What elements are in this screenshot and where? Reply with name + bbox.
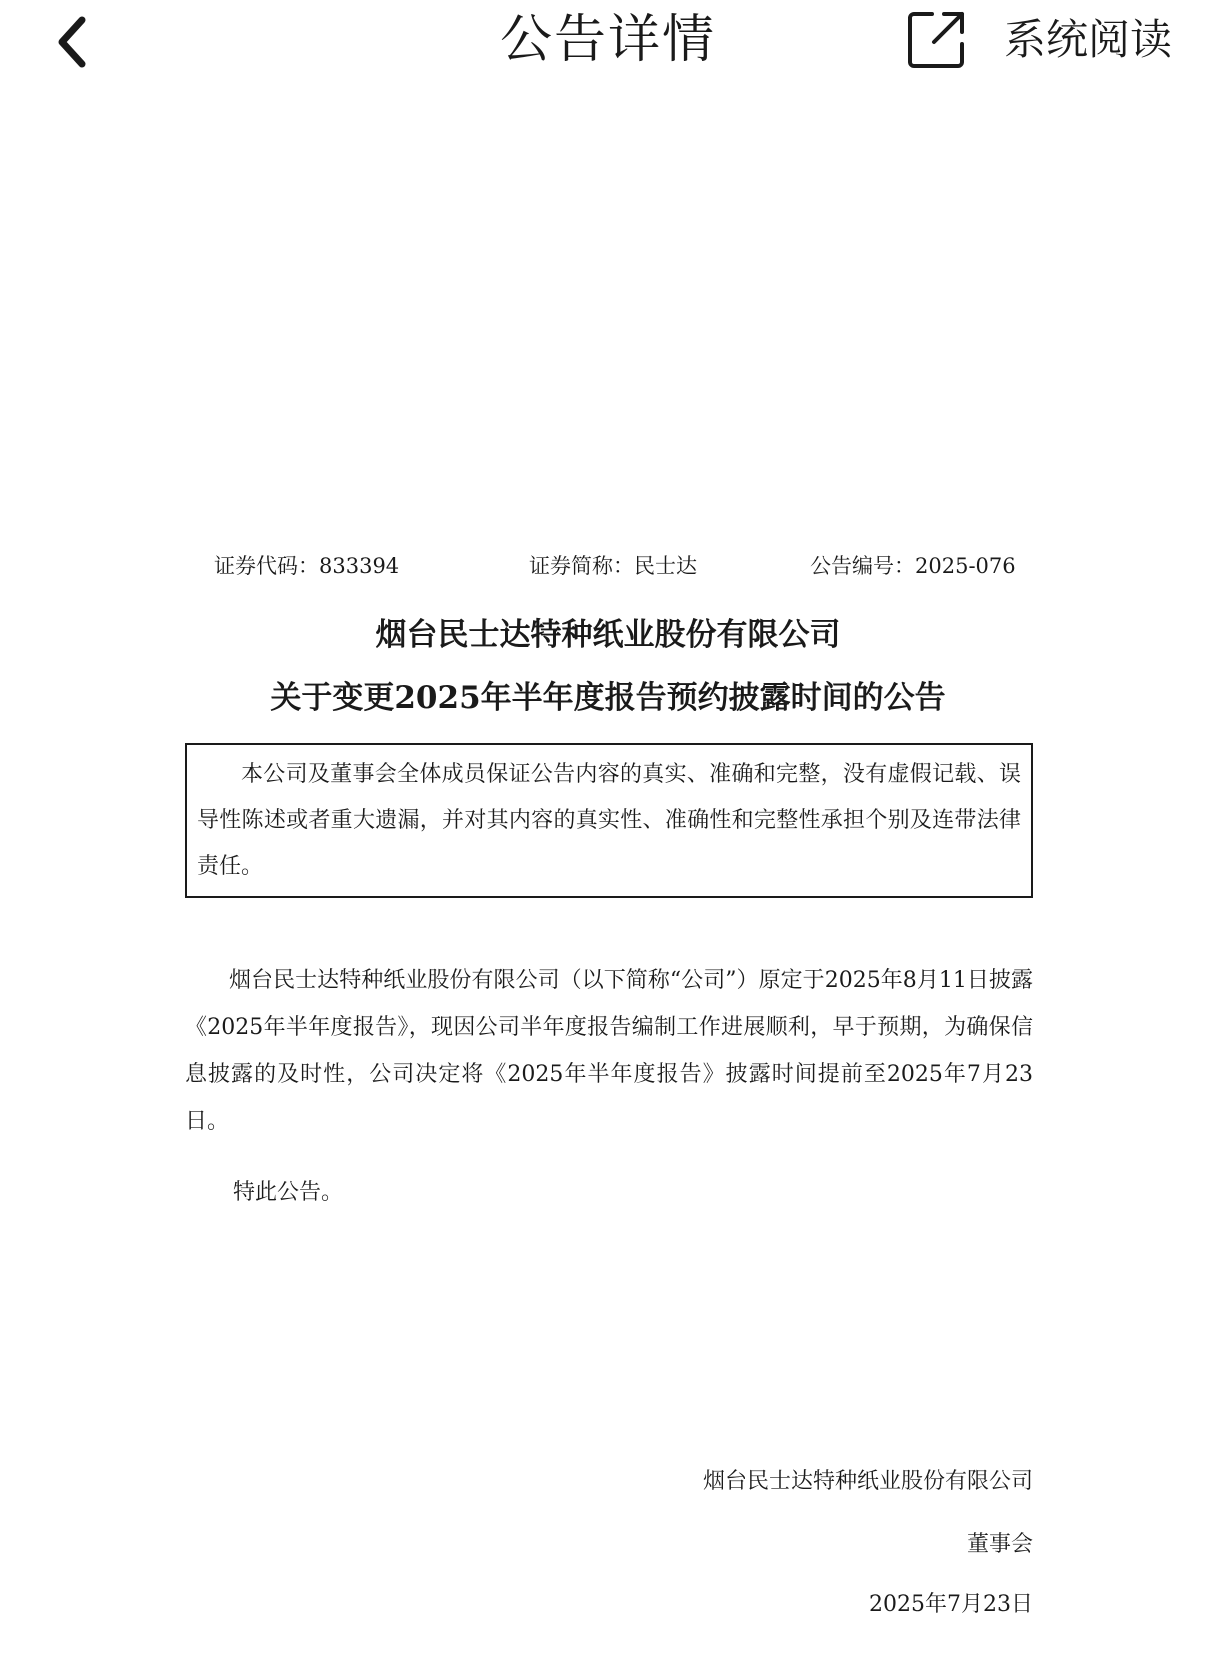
announcement-body: 烟台民士达特种纸业股份有限公司（以下简称“公司”）原定于2025年8月11日披露《2025年半年度报告》，现因公司半年度报告编制工作进展顺利，早于预期，为确保信息披露的及时性，公司决定将《2025年半年度报告》披露时间提前至2025年7月23日。 — [185, 968, 1033, 1134]
document-title-subject: 关于变更2025年半年度报告预约披露时间的公告 — [270, 680, 946, 716]
securities-code: 证券代码：833394 — [214, 554, 400, 578]
closing-remark: 特此公告。 — [233, 1180, 344, 1205]
external-link-icon — [904, 8, 968, 72]
signature-company: 烟台民士达特种纸业股份有限公司 — [702, 1469, 1033, 1494]
open-external-button[interactable] — [904, 8, 968, 72]
signature-board: 董事会 — [966, 1532, 1033, 1557]
announcement-number: 公告编号：2025-076 — [810, 554, 1016, 578]
document-title-company: 烟台民士达特种纸业股份有限公司 — [375, 617, 841, 653]
top-nav-bar — [0, 0, 1216, 84]
responsibility-statement-box — [185, 743, 1033, 898]
page-title: 公告详情 — [499, 10, 716, 70]
system-read-button[interactable]: 系统阅读 — [1004, 15, 1173, 64]
securities-abbr: 证券简称：民士达 — [529, 554, 697, 578]
announcement-document — [0, 84, 1216, 1668]
signature-date: 2025年7月23日 — [869, 1592, 1033, 1617]
responsibility-statement: 本公司及董事会全体成员保证公告内容的真实、准确和完整，没有虚假记载、误导性陈述或者重大遗漏，并对其内容的真实性、准确性和完整性承担个别及连带法律责任。 — [197, 762, 1021, 879]
